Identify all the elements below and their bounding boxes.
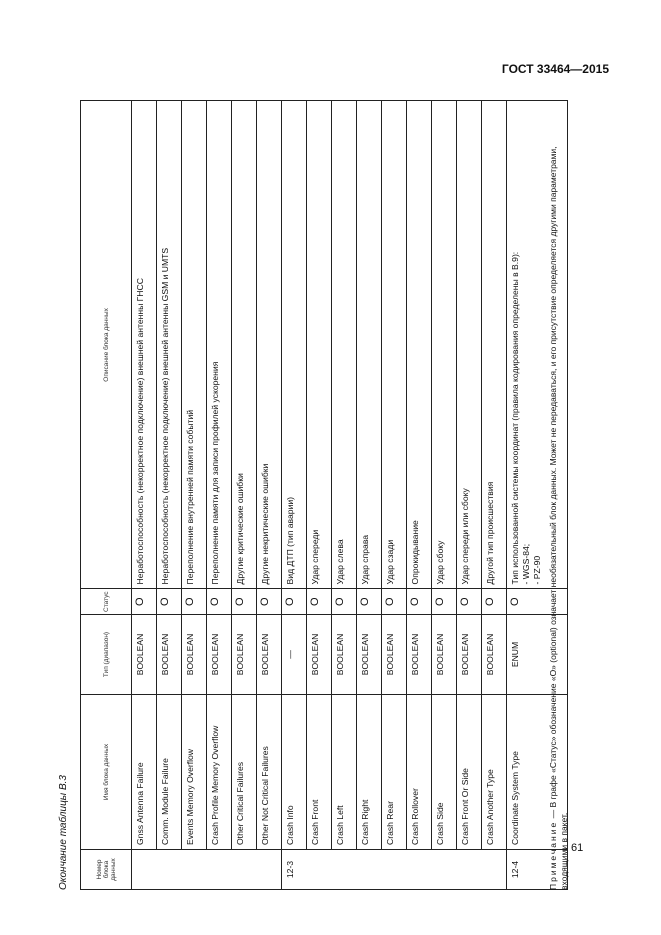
row-name-text: Crash Side — [435, 802, 445, 845]
table-row — [482, 101, 507, 890]
row-description-text: Другой тип происшествия — [485, 481, 495, 585]
row-description-line: - PZ-90 — [532, 555, 542, 585]
row-description — [157, 101, 182, 589]
row-name — [282, 695, 307, 850]
rotated-table-area — [58, 90, 598, 890]
row-name-text: Crash Info — [285, 805, 295, 845]
row-description — [332, 101, 357, 589]
row-status — [357, 589, 382, 615]
row-number — [257, 850, 282, 890]
row-status — [257, 589, 282, 615]
row-description-text: Удар слева — [335, 539, 345, 585]
row-name-text: Crash Rear — [385, 801, 395, 845]
row-status-text: O — [459, 597, 471, 606]
row-number — [457, 850, 482, 890]
row-number — [482, 850, 507, 890]
data-table — [80, 100, 568, 890]
row-name-text: Other Critical Failures — [235, 761, 245, 845]
row-number — [357, 850, 382, 890]
row-status-text: O — [259, 597, 271, 606]
row-type-text: BOOLEAN — [185, 633, 195, 676]
row-status — [182, 589, 207, 615]
row-name-text: Crash Profile Memory Overflow — [210, 725, 220, 845]
row-description — [282, 101, 307, 589]
note-text: — В графе «Статус» обозначение «О» (optional) означает необязательный блок данных. Может не передаваться, и его присутствие определяется другими параметрами, входящими в пакет. — [548, 146, 569, 890]
row-name-text: Gnss Antenna Failure — [135, 762, 145, 845]
document-code: ГОСТ 33464—2015 — [501, 62, 609, 76]
table-row — [382, 101, 407, 890]
row-description-text: Неработоспособность (некорректное подключение) внешней антенны ГНСС — [135, 278, 145, 585]
row-status-text: O — [434, 597, 446, 606]
row-description-text: Другие критические ошибки — [235, 473, 245, 585]
table-row — [432, 101, 457, 890]
row-status-text: O — [159, 597, 171, 606]
row-type-text: BOOLEAN — [435, 633, 445, 676]
table-row — [307, 101, 332, 890]
row-type — [282, 615, 307, 695]
row-number-text: 12-4 — [510, 860, 520, 879]
row-type — [432, 615, 457, 695]
row-description-text: Другие некритические ошибки — [260, 463, 270, 585]
row-status-text: O — [409, 597, 421, 606]
row-description — [132, 101, 157, 589]
row-name-text: Comm. Module Failure — [160, 758, 170, 845]
row-status-text: O — [134, 597, 146, 606]
row-number — [132, 850, 157, 890]
row-name-text: Crash Rollover — [410, 788, 420, 845]
row-type — [332, 615, 357, 695]
row-status — [407, 589, 432, 615]
row-description-text: Переполнение памяти для записи профилей ускорения — [210, 361, 220, 585]
row-number — [407, 850, 432, 890]
header-num: Номер блока данных — [81, 850, 132, 890]
row-name — [432, 695, 457, 850]
row-name-text: Events Memory Overflow — [185, 749, 195, 845]
row-type-text: BOOLEAN — [360, 633, 370, 676]
row-type — [182, 615, 207, 695]
header-type: Тип (диапазон) — [81, 615, 132, 695]
row-description — [457, 101, 482, 589]
row-type-text: BOOLEAN — [135, 633, 145, 676]
row-number — [182, 850, 207, 890]
table-caption: Окончание таблицы В.3 — [58, 775, 69, 890]
row-description — [382, 101, 407, 589]
row-name — [357, 695, 382, 850]
row-type-text: BOOLEAN — [485, 633, 495, 676]
table-row — [282, 101, 307, 890]
row-type-text: BOOLEAN — [460, 633, 470, 676]
row-name-text: Crash Front Or Side — [460, 768, 470, 845]
row-status-text: O — [184, 597, 196, 606]
note-keyword: Примечание — [548, 820, 558, 890]
row-type — [407, 615, 432, 695]
row-number — [382, 850, 407, 890]
row-status-text: O — [284, 597, 296, 606]
row-name — [207, 695, 232, 850]
row-description — [432, 101, 457, 589]
header-desc: Описание блока данных — [81, 101, 132, 589]
row-description — [307, 101, 332, 589]
row-description — [482, 101, 507, 589]
row-type-text: BOOLEAN — [260, 633, 270, 676]
table-row — [132, 101, 157, 890]
row-name — [382, 695, 407, 850]
row-name — [157, 695, 182, 850]
row-description — [182, 101, 207, 589]
row-type-text: ENUM — [510, 641, 520, 668]
row-status-text: O — [234, 597, 246, 606]
row-status-text: O — [359, 597, 371, 606]
row-name-text: Other Not Critical Failures — [260, 746, 270, 845]
row-status-text: O — [484, 597, 496, 606]
row-description-text: Опрокидывание — [410, 520, 420, 585]
row-status-text: O — [209, 597, 221, 606]
row-name — [407, 695, 432, 850]
header-status: Статус — [81, 589, 132, 615]
row-number — [157, 850, 182, 890]
row-status-text: O — [309, 597, 321, 606]
table-row — [207, 101, 232, 890]
row-description-text: Удар сзади — [385, 539, 395, 585]
row-status — [482, 589, 507, 615]
row-number — [332, 850, 357, 890]
row-type-text: — — [285, 650, 295, 659]
row-type-text: BOOLEAN — [210, 633, 220, 676]
row-status-text: O — [509, 597, 521, 606]
row-description — [232, 101, 257, 589]
row-type-text: BOOLEAN — [335, 633, 345, 676]
row-type — [457, 615, 482, 695]
header-name: Имя блока данных — [81, 695, 132, 850]
row-name — [482, 695, 507, 850]
table-row — [157, 101, 182, 890]
row-description-text: Удар спереди — [310, 529, 320, 585]
row-description-text: Удар спереди или сбоку — [460, 488, 470, 585]
row-number — [307, 850, 332, 890]
row-number-text: 12-3 — [285, 860, 295, 879]
table-header-row — [81, 101, 132, 890]
row-description — [357, 101, 382, 589]
row-status — [332, 589, 357, 615]
row-type — [307, 615, 332, 695]
row-name — [232, 695, 257, 850]
row-type — [232, 615, 257, 695]
row-number — [432, 850, 457, 890]
row-name — [332, 695, 357, 850]
row-type — [357, 615, 382, 695]
row-status-text: O — [384, 597, 396, 606]
table-row — [257, 101, 282, 890]
table-row — [357, 101, 382, 890]
row-description-text: Вид ДТП (тип аварии) — [285, 496, 295, 585]
row-type-text: BOOLEAN — [160, 633, 170, 676]
row-description-text: Удар справа — [360, 534, 370, 585]
row-name — [182, 695, 207, 850]
row-number — [282, 850, 307, 890]
row-name-text: Crash Front — [310, 799, 320, 845]
row-type-text: BOOLEAN — [385, 633, 395, 676]
table-row — [332, 101, 357, 890]
row-description-line: - WGS-84; — [521, 543, 531, 585]
row-status — [232, 589, 257, 615]
row-name-text: Crash Right — [360, 799, 370, 845]
row-status-text: O — [334, 597, 346, 606]
row-type-text: BOOLEAN — [310, 633, 320, 676]
row-type-text: BOOLEAN — [410, 633, 420, 676]
row-status — [432, 589, 457, 615]
row-status — [307, 589, 332, 615]
row-type — [157, 615, 182, 695]
row-type — [132, 615, 157, 695]
row-description-text: Удар сбоку — [435, 540, 445, 585]
table-row — [232, 101, 257, 890]
row-name-text: Coordinate System Type — [510, 751, 520, 845]
row-description-text: Тип использованной системы координат (правила кодирования определены в В.9): — [510, 251, 520, 585]
table-row — [457, 101, 482, 890]
row-description — [407, 101, 432, 589]
row-type — [207, 615, 232, 695]
row-status — [282, 589, 307, 615]
row-type-text: BOOLEAN — [235, 633, 245, 676]
row-description-text: Неработоспособность (некорректное подключение) внешней антенны GSM и UMTS — [160, 247, 170, 585]
row-status — [457, 589, 482, 615]
table-row — [407, 101, 432, 890]
row-name-text: Crash Another Type — [485, 769, 495, 845]
row-status — [382, 589, 407, 615]
table-note — [548, 100, 570, 890]
table-row — [182, 101, 207, 890]
row-number — [207, 850, 232, 890]
row-name — [257, 695, 282, 850]
row-name-text: Crash Left — [335, 805, 345, 845]
row-type — [482, 615, 507, 695]
row-description-text: Переполнение внутренней памяти событий — [185, 409, 195, 585]
row-number — [232, 850, 257, 890]
row-type — [257, 615, 282, 695]
row-name — [307, 695, 332, 850]
row-status — [132, 589, 157, 615]
row-type — [382, 615, 407, 695]
row-name — [457, 695, 482, 850]
row-description — [207, 101, 232, 589]
row-status — [157, 589, 182, 615]
row-name — [132, 695, 157, 850]
row-status — [207, 589, 232, 615]
row-description — [257, 101, 282, 589]
page-number: 61 — [571, 842, 584, 854]
